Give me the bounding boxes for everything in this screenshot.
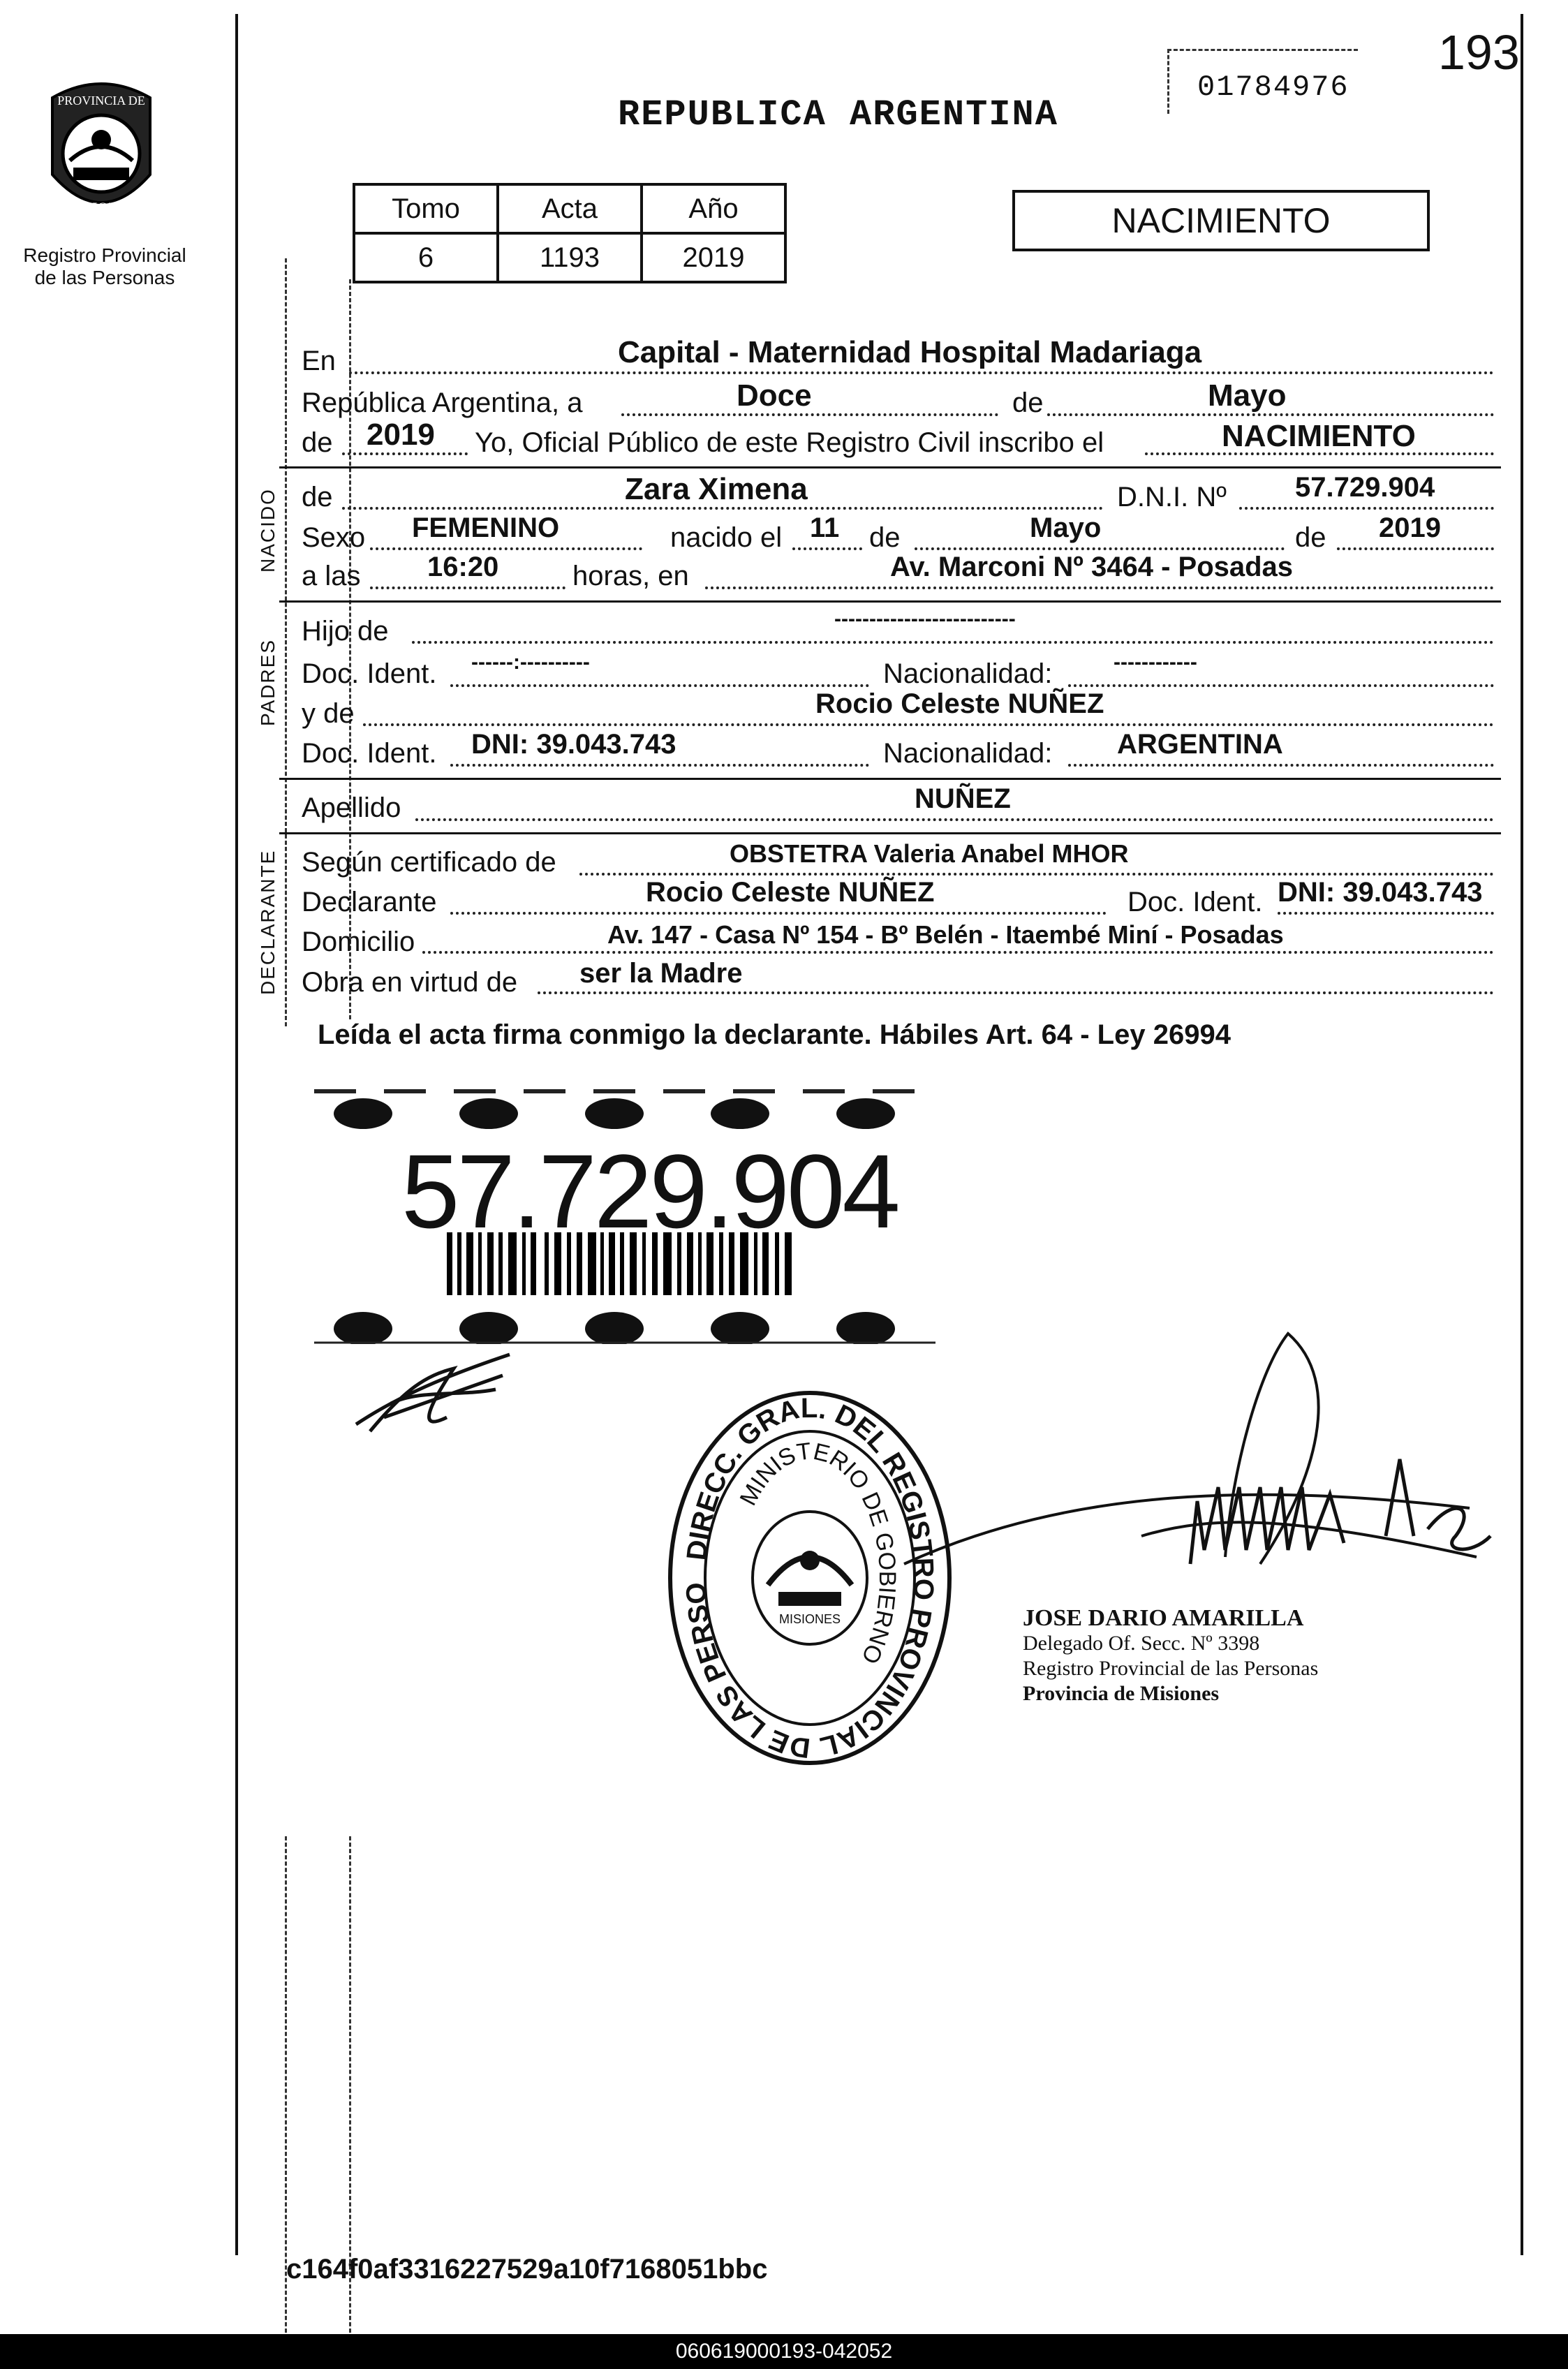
value-birth-year: 2019	[1379, 512, 1441, 543]
value-month: Mayo	[1208, 378, 1287, 413]
anio-value: 2019	[642, 233, 785, 282]
tomo-value: 6	[354, 233, 498, 282]
label-de-birth-year: de	[1295, 522, 1326, 553]
value-address: Av. 147 - Casa Nº 154 - Bº Belén - Itaembé Miní - Posadas	[607, 920, 1284, 949]
section-declarante: DECLARANTE	[257, 849, 279, 995]
separator-4	[279, 832, 1501, 834]
label-dni: D.N.I. Nº	[1117, 482, 1227, 512]
dots-address	[422, 951, 1494, 954]
registry-name: Registro Provincial de las Personas	[23, 244, 186, 288]
dots-birth-address	[705, 586, 1494, 589]
tomo-header: Tomo	[354, 184, 498, 233]
dots-day	[621, 413, 998, 416]
value-birth-month: Mayo	[1030, 512, 1102, 543]
label-hijo-de: Hijo de	[302, 616, 389, 647]
value-father-nat: ------------	[1114, 651, 1197, 674]
label-doc-ident-1: Doc. Ident.	[302, 658, 437, 689]
label-nacido-el: nacido el	[670, 522, 783, 553]
label-sexo: Sexo	[302, 522, 366, 553]
svg-text:MINISTERIO DE GOBIERNO	[735, 1438, 901, 1667]
official-title: Delegado Of. Secc. Nº 3398	[1023, 1632, 1260, 1655]
label-en: En	[302, 346, 336, 376]
dots-mother	[363, 723, 1494, 726]
dots-father-nat	[1068, 684, 1494, 687]
label-nacionalidad-1: Nacionalidad:	[883, 658, 1053, 689]
value-act: NACIMIENTO	[1222, 419, 1416, 453]
value-father: --------------------------	[834, 607, 1016, 630]
dots-surname	[415, 818, 1494, 821]
footer-bar	[0, 2334, 1568, 2369]
value-birth-day: 11	[810, 512, 840, 543]
label-doc-ident-3: Doc. Ident.	[1127, 887, 1263, 917]
value-declarant: Rocio Celeste NUÑEZ	[646, 877, 935, 908]
dots-birth-year	[1337, 547, 1494, 550]
label-de-month: de	[1012, 388, 1044, 418]
dots-en	[349, 371, 1494, 374]
dots-dni	[1239, 507, 1494, 510]
book-table	[353, 183, 787, 283]
value-certificate: OBSTETRA Valeria Anabel MHOR	[730, 839, 1129, 868]
label-de-name: de	[302, 482, 333, 512]
footer-code: 060619000193-042052	[675, 2340, 893, 2363]
dots-year	[342, 452, 468, 455]
signature-left	[342, 1348, 552, 1452]
label-nacionalidad-2: Nacionalidad:	[883, 738, 1053, 769]
label-oficial: Yo, Oficial Público de este Registro Civil inscribo el	[475, 427, 1104, 458]
label-y-de: y de	[302, 698, 355, 729]
value-year: 2019	[367, 418, 435, 452]
label-de-year: de	[302, 427, 333, 458]
record-type-box: NACIMIENTO	[1012, 190, 1430, 251]
dashed-guide	[285, 258, 287, 1026]
official-name: JOSE DARIO AMARILLA	[1023, 1605, 1304, 1631]
dots-month	[1047, 413, 1494, 416]
official-province: Provincia de Misiones	[1023, 1682, 1220, 1705]
anio-header: Año	[642, 184, 785, 233]
country-title: REPUBLICA ARGENTINA	[618, 94, 1058, 135]
dots-obra	[538, 991, 1494, 994]
dots-time	[370, 586, 565, 589]
value-birth-address: Av. Marconi Nº 3464 - Posadas	[890, 552, 1294, 582]
serial-number: 01784976	[1197, 71, 1349, 104]
official-block	[1023, 1606, 1318, 1706]
label-horas-en: horas, en	[572, 561, 689, 591]
value-name: Zara Ximena	[625, 472, 808, 506]
stamp-inner-text: MINISTERIO DE GOBIERNO	[734, 1438, 901, 1668]
label-republica: República Argentina, a	[302, 388, 583, 418]
sticker-number: 57.729.904	[401, 1132, 898, 1250]
label-declarante: Declarante	[302, 887, 437, 917]
acta-value: 1193	[498, 233, 642, 282]
province-logo	[31, 70, 171, 237]
label-segun: Según certificado de	[302, 847, 556, 878]
label-doc-ident-2: Doc. Ident.	[302, 738, 437, 769]
separator-2	[279, 600, 1501, 603]
value-declarant-doc: DNI: 39.043.743	[1278, 877, 1483, 908]
label-apellido: Apellido	[302, 792, 401, 823]
value-obra: ser la Madre	[579, 958, 743, 989]
page-number: 193	[1438, 25, 1520, 80]
stamp-outer-text: DIRECC. GRAL. DEL REGISTRO PROVINCIAL DE LAS PERSO	[680, 1392, 940, 1764]
dots-birth-month	[915, 547, 1285, 550]
right-border	[1521, 14, 1523, 2255]
label-de-birth-month: de	[869, 522, 901, 553]
dots-birth-day	[792, 547, 862, 550]
dots-declarant-doc	[1278, 912, 1494, 915]
label-domicilio: Domicilio	[302, 927, 415, 957]
value-mother-nat: ARGENTINA	[1117, 729, 1283, 760]
value-mother: Rocio Celeste NUÑEZ	[815, 688, 1104, 719]
value-day: Doce	[737, 378, 812, 413]
section-padres: PADRES	[257, 638, 279, 726]
section-nacido: NACIDO	[257, 488, 279, 573]
label-obra: Obra en virtud de	[302, 967, 518, 998]
dots-father	[412, 641, 1494, 644]
dots-mother-nat	[1068, 764, 1494, 767]
footer-hash: c164f0af3316227529a10f7168051bbc	[286, 2254, 768, 2285]
dots-name	[342, 507, 1103, 510]
value-mother-doc: DNI: 39.043.743	[471, 729, 676, 760]
acta-header: Acta	[498, 184, 642, 233]
closing-text: Leída el acta firma conmigo la declarante. Hábiles Art. 64 - Ley 26994	[318, 1019, 1231, 1050]
value-sex: FEMENINO	[412, 512, 560, 543]
separator-3	[279, 778, 1501, 780]
stamp-center-text: MISIONES	[778, 1612, 841, 1626]
value-time: 16:20	[427, 552, 499, 582]
dots-certificate	[579, 873, 1494, 876]
left-border	[235, 14, 238, 2255]
value-surname: NUÑEZ	[915, 783, 1011, 814]
official-registry: Registro Provincial de las Personas	[1023, 1657, 1319, 1680]
value-father-doc: ------:----------	[471, 651, 590, 674]
value-dni: 57.729.904	[1295, 472, 1435, 503]
separator-1	[279, 466, 1501, 468]
label-a-las: a las	[302, 561, 361, 591]
logo-text-bottom: MISIONES	[65, 199, 138, 216]
value-place: Capital - Maternidad Hospital Madariaga	[618, 335, 1202, 369]
dots-declarant	[450, 912, 1107, 915]
dots-father-doc	[450, 684, 869, 687]
dots-sex	[370, 547, 642, 550]
serial-box	[1167, 49, 1358, 114]
logo-text-top: PROVINCIA DE	[57, 94, 145, 108]
dots-mother-doc	[450, 764, 869, 767]
